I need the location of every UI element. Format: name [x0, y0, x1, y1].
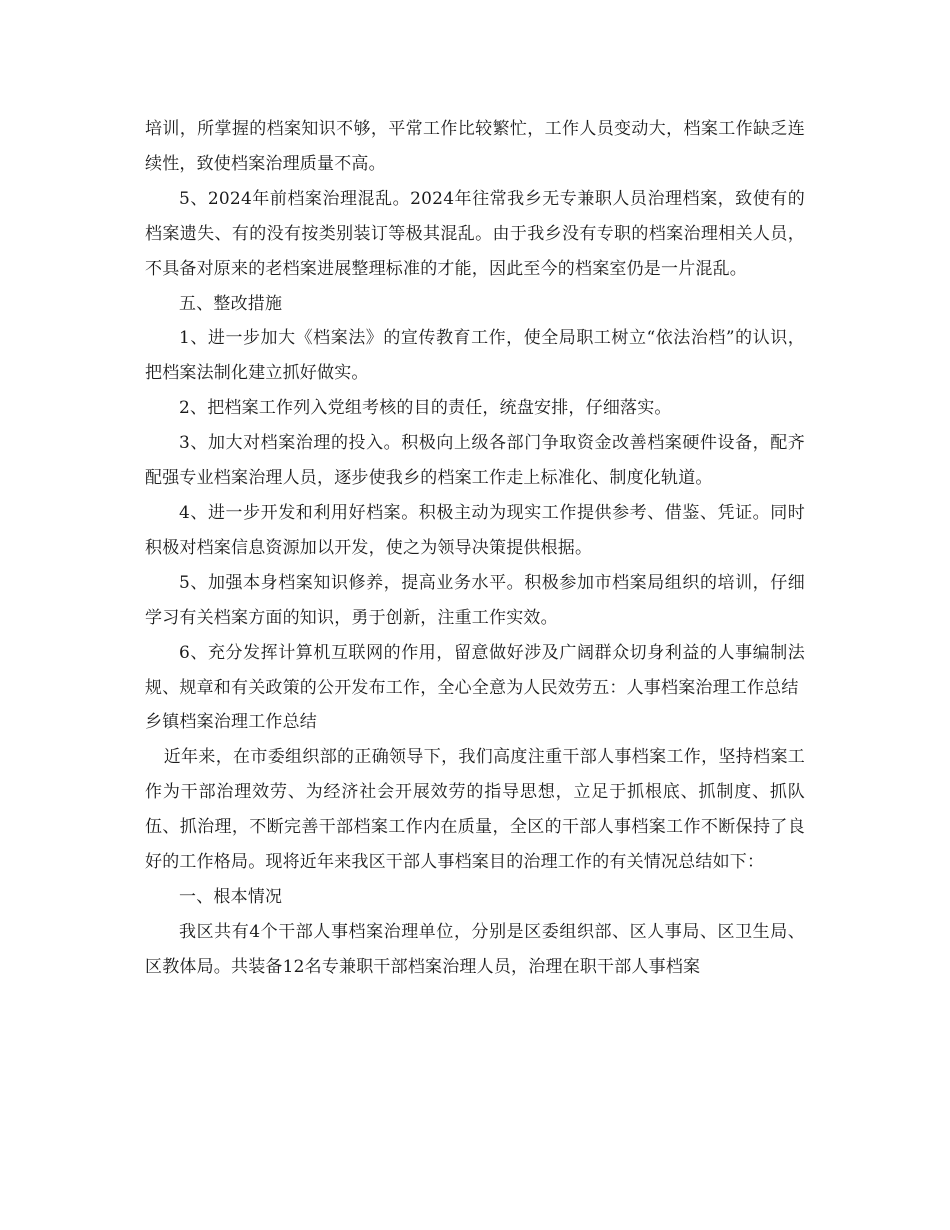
section-heading-rectification: 五、整改措施 [179, 293, 283, 314]
paragraph-measure-4: 4、进一步开发和利用好档案。积极主动为现实工作提供参考、借鉴、凭证。同时积极对档案信息资源加以开发，使之为领导决策提供根据。 [145, 502, 805, 558]
paragraph-measure-2: 2、把档案工作列入党组考核的目的责任，统盘安排，仔细落实。 [179, 398, 672, 419]
paragraph-measure-6: 6、充分发挥计算机互联网的作用，留意做好涉及广阔群众切身利益的人事编制法规、规章和有关政策的公开发布工作，全心全意为人民效劳五：人事档案治理工作总结 [145, 642, 805, 698]
paragraph-basic-situation: 我区共有4个干部人事档案治理单位，分别是区委组织部、区人事局、区卫生局、区教体局。共装备12名专兼职干部档案治理人员，治理在职干部人事档案 [145, 921, 805, 977]
paragraph-introduction: 近年来，在市委组织部的正确领导下，我们高度注重干部人事档案工作，坚持档案工作为干部治理效劳、为经济社会开展效劳的指导思想，立足于抓根底、抓制度、抓队伍、抓治理，不断完善干部档案工作内在质量，全区的干部人事档案工作不断保持了良好的工作格局。现将近年来我区干部人事档案目的治理工作的有关情况总结如下： [145, 747, 805, 873]
section-heading-basic-situation: 一、根本情况 [179, 886, 283, 907]
paragraph-item-5-archive-chaos: 5、2024年前档案治理混乱。2024年往常我乡无专兼职人员治理档案，致使有的档案遗失、有的没有按类别装订等极其混乱。由于我乡没有专职的档案治理相关人员，不具备对原来的老档案进展整理标准的才能，因此至今的档案室仍是一片混乱。 [145, 188, 805, 279]
paragraph-measure-5: 5、加强本身档案知识修养，提高业务水平。积极参加市档案局组织的培训，仔细学习有关档案方面的知识，勇于创新，注重工作实效。 [145, 572, 805, 628]
document-body [145, 112, 805, 985]
paragraph-measure-1: 1、进一步加大《档案法》的宣传教育工作，使全局职工树立“依法治档”的认识，把档案法制化建立抓好做实。 [145, 328, 805, 384]
document-subtitle: 乡镇档案治理工作总结 [145, 712, 317, 733]
paragraph-continued-training: 培训，所掌握的档案知识不够，平常工作比较繁忙，工作人员变动大，档案工作缺乏连续性，致使档案治理质量不高。 [145, 119, 805, 174]
paragraph-measure-3: 3、加大对档案治理的投入。积极向上级各部门争取资金改善档案硬件设备，配齐配强专业档案治理人员，逐步使我乡的档案工作走上标准化、制度化轨道。 [145, 433, 805, 489]
